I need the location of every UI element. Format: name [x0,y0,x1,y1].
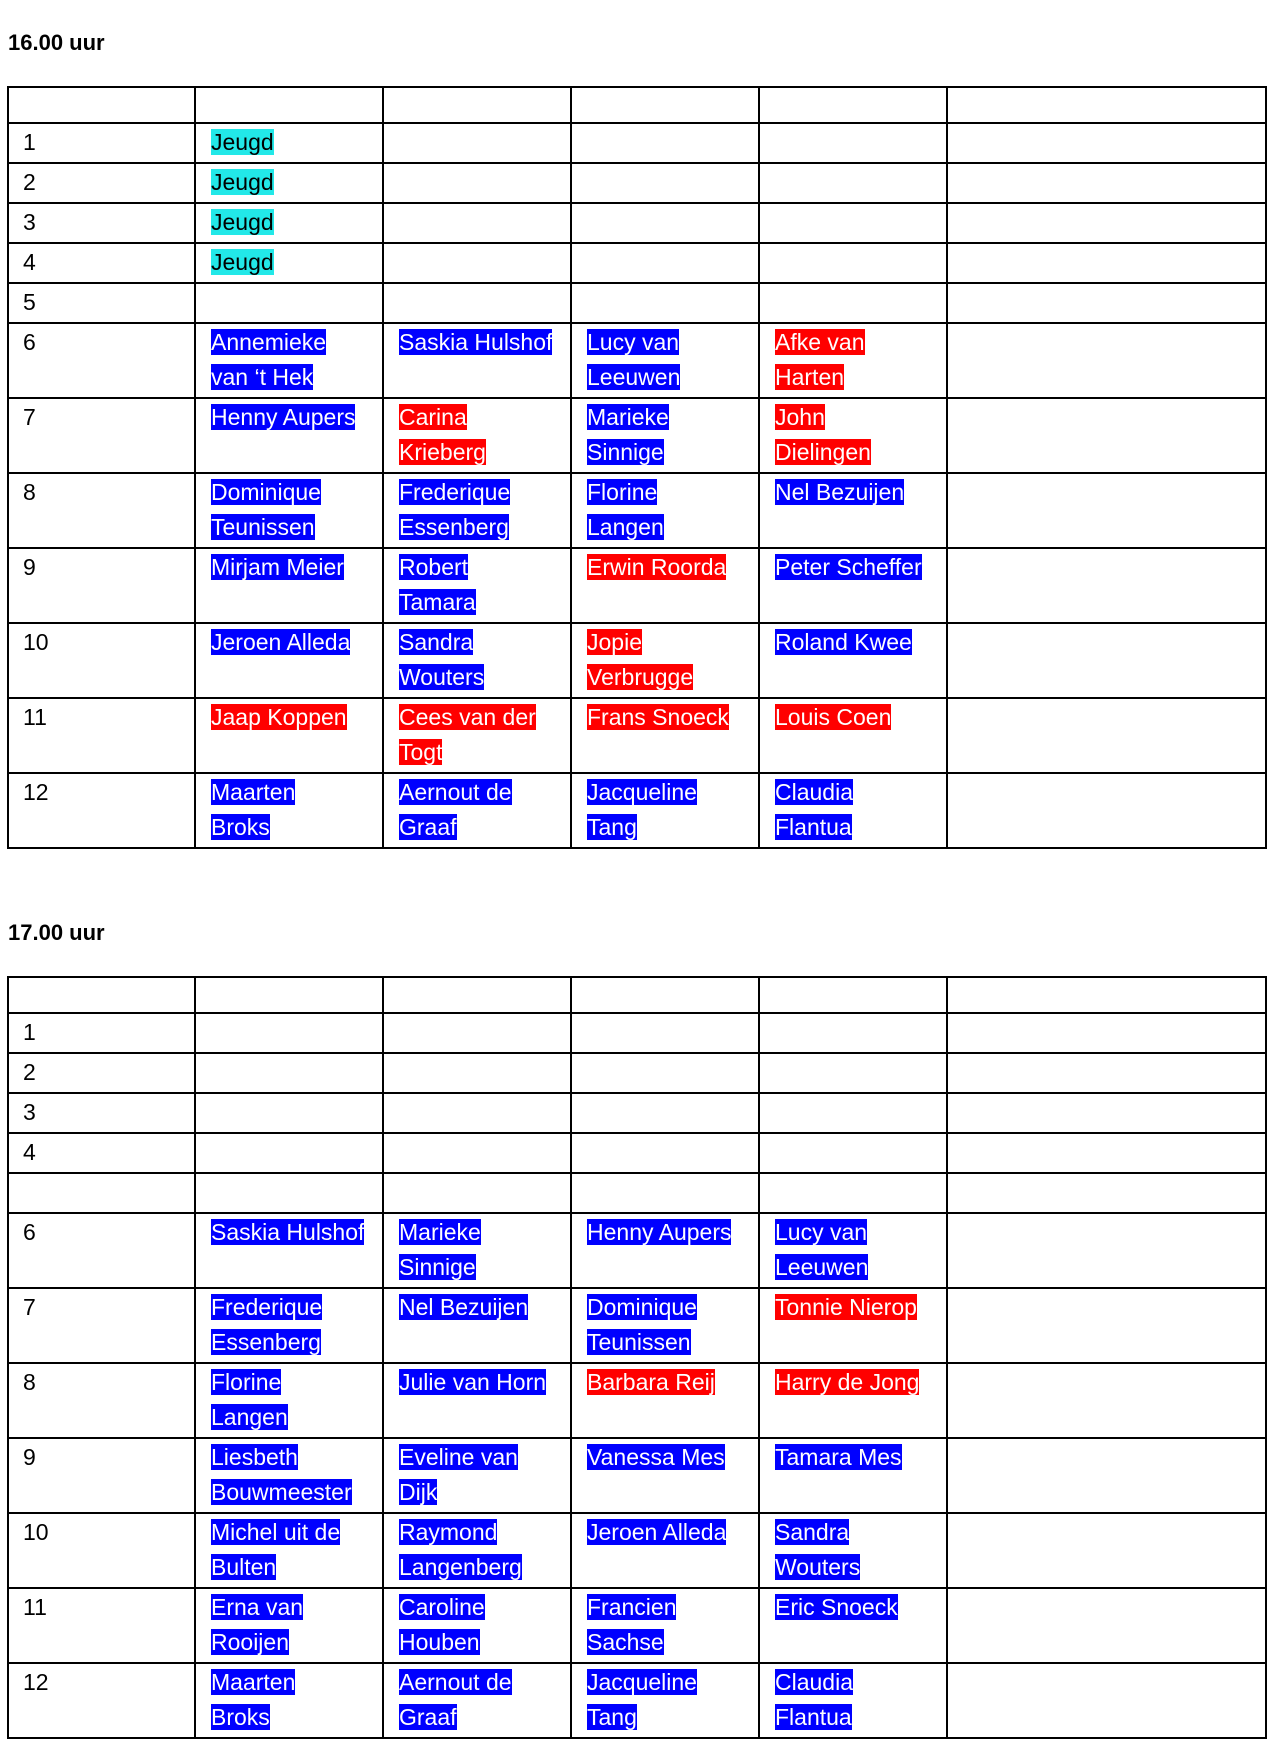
schedule-cell [759,1093,947,1133]
player-name: Saskia Hulshof [211,1219,365,1245]
schedule-cell [947,623,1266,698]
header-cell [571,87,759,123]
schedule-cell [383,283,571,323]
player-name: Claudia [775,779,853,805]
table-row [8,163,1266,203]
schedule-cell [195,1513,383,1588]
player-name: Tang [587,1704,637,1730]
schedule-cell [383,203,571,243]
schedule-cell [947,123,1266,163]
player-name: Wouters [399,664,485,690]
table-row [8,698,1266,773]
header-cell [383,87,571,123]
player-name: Erwin Roorda [587,554,727,580]
table-header-row [8,977,1266,1013]
youth-label: Jeugd [211,249,274,275]
schedule-cell [759,283,947,323]
player-name: Dielingen [775,439,871,465]
player-name: Broks [211,814,270,840]
schedule-cell [759,1663,947,1738]
schedule-cell [571,1663,759,1738]
row-number: 4 [8,243,195,283]
row-number [8,1173,195,1213]
schedule-cell [759,623,947,698]
player-name: Teunissen [211,514,315,540]
schedule-cell [947,1173,1266,1213]
schedule-cell [383,1363,571,1438]
schedule-cell [947,1663,1266,1738]
row-number: 5 [8,283,195,323]
schedule-cell [195,123,383,163]
player-name: Jacqueline [587,779,697,805]
player-name: Francien [587,1594,677,1620]
player-name: Jopie [587,629,642,655]
table-row [8,203,1266,243]
youth-label: Jeugd [211,129,274,155]
table-row [8,1213,1266,1288]
player-name: Frederique [399,479,511,505]
schedule-cell [195,1173,383,1213]
youth-label: Jeugd [211,169,274,195]
schedule-cell [383,1513,571,1588]
schedule-cell [947,243,1266,283]
player-name: Houben [399,1629,480,1655]
player-name: Leeuwen [775,1254,869,1280]
player-name: Roland Kwee [775,629,912,655]
player-name: Louis Coen [775,704,892,730]
schedule-cell [947,1588,1266,1663]
table-row [8,243,1266,283]
schedule-cell [759,163,947,203]
schedule-cell [759,398,947,473]
schedule-cell [383,1013,571,1053]
player-name: Peter Scheffer [775,554,922,580]
player-name: Sinnige [587,439,664,465]
schedule-cell [947,203,1266,243]
schedule-cell [571,473,759,548]
schedule-cell [571,398,759,473]
player-name: Frans Snoeck [587,704,729,730]
schedule-cell [759,323,947,398]
schedule-cell [571,623,759,698]
schedule-cell [947,1133,1266,1173]
row-number: 8 [8,1363,195,1438]
player-name: Claudia [775,1669,853,1695]
player-name: Barbara Reij [587,1369,715,1395]
table-header-row [8,87,1266,123]
schedule-cell [759,243,947,283]
schedule-cell [947,1093,1266,1133]
player-name: Erna van [211,1594,304,1620]
schedule-cell [195,1053,383,1093]
schedule-cell [947,398,1266,473]
player-name: Jacqueline [587,1669,697,1695]
row-number: 10 [8,1513,195,1588]
schedule-cell [759,1363,947,1438]
player-name: Saskia Hulshof [399,329,553,355]
player-name: Florine [211,1369,282,1395]
schedule-cell [383,1288,571,1363]
schedule-cell [571,773,759,848]
schedule-cell [947,473,1266,548]
player-name: Eric Snoeck [775,1594,898,1620]
row-number: 2 [8,163,195,203]
table-row [8,473,1266,548]
player-name: Togt [399,739,443,765]
schedule-cell [571,1133,759,1173]
player-name: Sandra [775,1519,850,1545]
header-cell [947,977,1266,1013]
player-name: Afke van [775,329,865,355]
row-number: 11 [8,698,195,773]
schedule-cell [947,1363,1266,1438]
table-row [8,1588,1266,1663]
player-name: Teunissen [587,1329,691,1355]
schedule-cell [383,1173,571,1213]
schedule-cell [947,323,1266,398]
player-name: Sandra [399,629,474,655]
schedule-cell [759,698,947,773]
schedule-cell [383,773,571,848]
header-cell [571,977,759,1013]
schedule-cell [571,323,759,398]
schedule-cell [383,323,571,398]
row-number: 7 [8,398,195,473]
header-cell [947,87,1266,123]
table-row [8,283,1266,323]
schedule-cell [195,623,383,698]
schedule-cell [195,323,383,398]
schedule-cell [571,283,759,323]
schedule-cell [759,548,947,623]
schedule-cell [947,1053,1266,1093]
player-name: Tamara [399,589,476,615]
schedule-cell [383,473,571,548]
schedule-cell [759,473,947,548]
player-name: Graaf [399,1704,457,1730]
schedule-cell [195,283,383,323]
player-name: Julie van Horn [399,1369,547,1395]
table-row [8,1173,1266,1213]
player-name: Maarten [211,1669,296,1695]
schedule-cell [195,1093,383,1133]
schedule-cell [195,773,383,848]
player-name: Tonnie Nierop [775,1294,917,1320]
schedule-cell [947,163,1266,203]
schedule-cell [383,1053,571,1093]
schedule-cell [195,398,383,473]
row-number: 4 [8,1133,195,1173]
row-number: 10 [8,623,195,698]
row-number: 1 [8,123,195,163]
schedule-cell [571,1213,759,1288]
player-name: Henny Aupers [587,1219,732,1245]
row-number: 12 [8,773,195,848]
player-name: Robert [399,554,469,580]
schedule-cell [947,1438,1266,1513]
player-name: Harten [775,364,845,390]
schedule-cell [571,1173,759,1213]
player-name: Florine [587,479,658,505]
row-number: 11 [8,1588,195,1663]
header-cell [759,977,947,1013]
player-name: Broks [211,1704,270,1730]
schedule-cell [759,1173,947,1213]
schedule-cell [195,1013,383,1053]
row-number: 6 [8,323,195,398]
table-row [8,1363,1266,1438]
schedule-cell [195,1588,383,1663]
player-name: Raymond [399,1519,498,1545]
schedule-cell [195,1363,383,1438]
schedule-cell [383,243,571,283]
schedule-cell [383,1663,571,1738]
row-number: 6 [8,1213,195,1288]
schedule-cell [195,1288,383,1363]
row-number: 1 [8,1013,195,1053]
row-number: 2 [8,1053,195,1093]
schedule-cell [195,1663,383,1738]
player-name: Michel uit de [211,1519,341,1545]
header-cell [195,977,383,1013]
schedule-cell [759,1513,947,1588]
row-number: 3 [8,1093,195,1133]
player-name: Marieke [587,404,669,430]
table-row [8,123,1266,163]
table-row [8,1288,1266,1363]
schedule-table-1600 [7,86,1267,849]
schedule-cell [195,1438,383,1513]
player-name: Dominique [587,1294,697,1320]
table-row [8,1093,1266,1133]
schedule-cell [571,1013,759,1053]
schedule-cell [195,698,383,773]
player-name: Langen [587,514,664,540]
player-name: Flantua [775,1704,852,1730]
schedule-cell [759,1588,947,1663]
player-name: Essenberg [211,1329,321,1355]
player-name: Nel Bezuijen [399,1294,529,1320]
schedule-cell [947,1513,1266,1588]
youth-label: Jeugd [211,209,274,235]
schedule-cell [195,243,383,283]
table-row [8,398,1266,473]
section-title-1700: 17.00 uur [8,920,105,945]
table-row [8,623,1266,698]
schedule-cell [571,163,759,203]
table-row [8,1663,1266,1738]
player-name: Krieberg [399,439,486,465]
header-cell [195,87,383,123]
player-name: Marieke [399,1219,481,1245]
player-name: Wouters [775,1554,861,1580]
player-name: Verbrugge [587,664,694,690]
table-row [8,1013,1266,1053]
player-name: Jaap Koppen [211,704,347,730]
player-name: Cees van der [399,704,536,730]
table-row [8,1438,1266,1513]
schedule-cell [195,473,383,548]
row-number: 7 [8,1288,195,1363]
player-name: Frederique [211,1294,323,1320]
schedule-cell [571,243,759,283]
schedule-cell [759,203,947,243]
header-cell [759,87,947,123]
row-number: 9 [8,1438,195,1513]
schedule-cell [759,123,947,163]
player-name: Nel Bezuijen [775,479,905,505]
schedule-cell [571,698,759,773]
row-number: 12 [8,1663,195,1738]
schedule-cell [571,1438,759,1513]
schedule-cell [383,123,571,163]
player-name: Leeuwen [587,364,681,390]
schedule-cell [195,203,383,243]
schedule-cell [383,163,571,203]
player-name: Lucy van [775,1219,868,1245]
player-name: Tang [587,814,637,840]
player-name: Mirjam Meier [211,554,344,580]
table-row [8,773,1266,848]
schedule-cell [759,1133,947,1173]
schedule-cell [571,1288,759,1363]
schedule-cell [383,1213,571,1288]
player-name: Bulten [211,1554,277,1580]
schedule-cell [571,123,759,163]
row-number: 3 [8,203,195,243]
player-name: Rooijen [211,1629,289,1655]
schedule-cell [195,548,383,623]
table-row [8,548,1266,623]
player-name: Liesbeth [211,1444,298,1470]
schedule-cell [383,548,571,623]
schedule-cell [571,1513,759,1588]
player-name: Dominique [211,479,321,505]
schedule-cell [571,1588,759,1663]
schedule-cell [383,623,571,698]
schedule-cell [759,1438,947,1513]
schedule-cell [383,1093,571,1133]
row-number: 8 [8,473,195,548]
player-name: Aernout de [399,1669,512,1695]
schedule-cell [947,283,1266,323]
schedule-cell [759,1053,947,1093]
player-name: Jeroen Alleda [211,629,351,655]
schedule-cell [947,1013,1266,1053]
player-name: Dijk [399,1479,438,1505]
player-name: Tamara Mes [775,1444,902,1470]
schedule-cell [195,1213,383,1288]
schedule-cell [759,1288,947,1363]
schedule-cell [947,1213,1266,1288]
schedule-cell [195,163,383,203]
player-name: Caroline [399,1594,485,1620]
table-row [8,1513,1266,1588]
row-number: 9 [8,548,195,623]
schedule-cell [947,698,1266,773]
player-name: Eveline van [399,1444,518,1470]
header-cell [8,977,195,1013]
header-cell [8,87,195,123]
player-name: Lucy van [587,329,680,355]
schedule-cell [947,773,1266,848]
schedule-cell [383,1588,571,1663]
player-name: Jeroen Alleda [587,1519,727,1545]
schedule-cell [759,1213,947,1288]
table-row [8,1133,1266,1173]
schedule-cell [947,548,1266,623]
player-name: Maarten [211,779,296,805]
player-name: Carina [399,404,467,430]
player-name: Sinnige [399,1254,476,1280]
player-name: Aernout de [399,779,512,805]
player-name: Flantua [775,814,852,840]
table-row [8,323,1266,398]
header-cell [383,977,571,1013]
schedule-cell [383,1438,571,1513]
schedule-cell [195,1133,383,1173]
schedule-cell [759,1013,947,1053]
schedule-cell [571,548,759,623]
player-name: John [775,404,825,430]
schedule-cell [383,698,571,773]
player-name: Graaf [399,814,457,840]
schedule-cell [759,773,947,848]
schedule-cell [571,1053,759,1093]
player-name: Harry de Jong [775,1369,920,1395]
schedule-cell [571,203,759,243]
schedule-cell [571,1363,759,1438]
player-name: van ‘t Hek [211,364,314,390]
player-name: Langenberg [399,1554,522,1580]
schedule-cell [383,398,571,473]
player-name: Annemieke [211,329,327,355]
table-row [8,1053,1266,1093]
player-name: Vanessa Mes [587,1444,725,1470]
player-name: Essenberg [399,514,509,540]
player-name: Bouwmeester [211,1479,352,1505]
schedule-table-1700 [7,976,1267,1739]
player-name: Langen [211,1404,288,1430]
player-name: Sachse [587,1629,664,1655]
schedule-cell [571,1093,759,1133]
section-title-1600: 16.00 uur [8,30,105,55]
schedule-cell [947,1288,1266,1363]
schedule-cell [383,1133,571,1173]
player-name: Henny Aupers [211,404,356,430]
